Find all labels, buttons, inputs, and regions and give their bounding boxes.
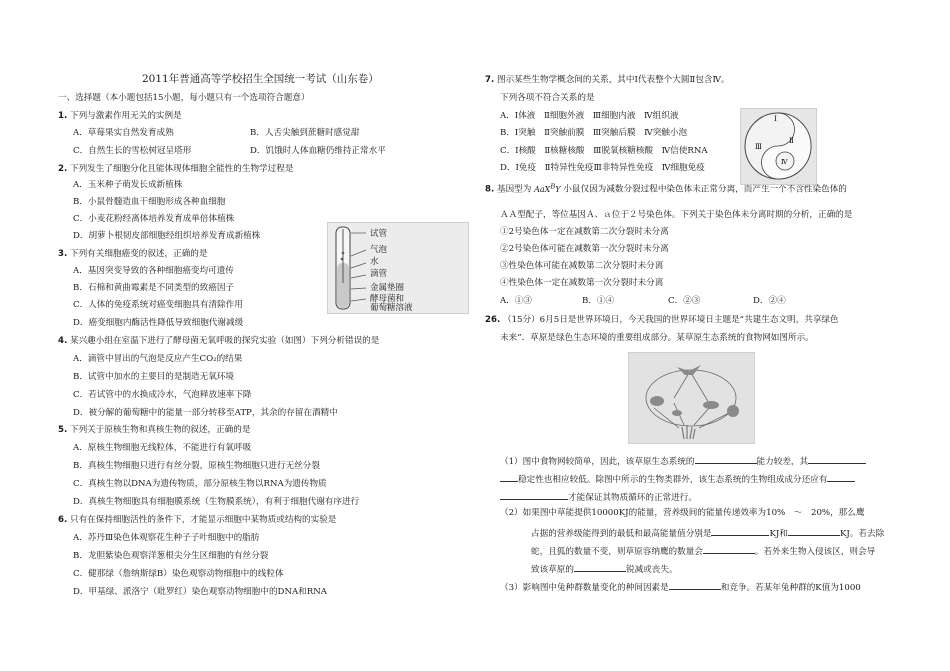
question-stem: 图示某些生物学概念间的关系，其中Ⅰ代表整个大圆Ⅱ包含Ⅳ。: [496, 75, 730, 85]
q4-option-d: D．被分解的葡萄糖中的能量一部分转移至ATP，其余的存留在酒精中: [73, 408, 338, 418]
answer-blank[interactable]: [827, 472, 855, 482]
q3-option-c: C．人体的免疫系统对癌变细胞具有清除作用: [73, 300, 243, 310]
q8-statement-3: ③性染色体可能在减数第二次分裂时未分离: [500, 261, 664, 271]
venn-label-i: Ⅰ: [774, 115, 777, 123]
label-washer: 金属垫圈: [370, 283, 405, 293]
rabbit-icon: [650, 396, 664, 406]
q7-option-b: B．Ⅰ突触 Ⅱ突触前膜 Ⅲ突触后膜 Ⅳ突触小泡: [500, 128, 688, 138]
q3-option-a: A．基因突变导致的各种细胞癌变均可遗传: [73, 266, 234, 276]
question-stem: 基因型为: [496, 184, 532, 195]
question-number: 7.: [485, 75, 495, 85]
question-stem: （15分）6月5日是世界环境日，今天我国的世界环境日主题是“共建生态文明，共享绿色: [502, 315, 839, 325]
text: KJ和: [769, 529, 788, 539]
label-dropper: 滴管: [370, 269, 388, 279]
question-5: [58, 425, 250, 436]
mouse-icon: [672, 410, 682, 416]
venn-label-ii: Ⅱ: [789, 137, 794, 145]
question-number: 2.: [58, 164, 68, 174]
genotype-base: AaX: [534, 184, 551, 194]
text: 。若外来生物入侵该区，则会导: [754, 547, 876, 557]
venn-figure: [740, 108, 817, 185]
label-tube: 试管: [370, 229, 388, 239]
q8-statement-4: ④性染色体一定在减数第一次分裂时未分离: [500, 278, 664, 288]
q26-part-3: [500, 580, 861, 594]
q7-option-a: A．Ⅰ体液 Ⅱ细胞外液 Ⅲ细胞内液 Ⅳ组织液: [500, 111, 679, 121]
answer-blank[interactable]: [500, 472, 518, 482]
q5-option-a: A．原核生物细胞无线粒体，不能进行有氧呼吸: [73, 443, 252, 453]
q1-option-a: A．草莓果实自然发育成熟: [73, 128, 174, 138]
q6-option-b: B．龙胆紫染色观察洋葱根尖分生区细胞的有丝分裂: [73, 551, 269, 561]
question-stem: 下列与激素作用无关的实例是: [69, 111, 182, 121]
text: 蛇，且狐的数量不变，则草原容纳鹰的数量会: [531, 547, 703, 557]
answer-blank[interactable]: [711, 526, 769, 536]
food-web-diagram: [629, 353, 754, 443]
question-number: 3.: [58, 249, 68, 259]
q5-option-c: C．真核生物以DNA为遗传物质，部分原核生物以RNA为遗传物质: [73, 479, 327, 489]
question-stem-2: 未来”．草原是绿色生态环境的重要组成部分。某草原生态系统的食物网如图所示。: [500, 333, 814, 343]
q4-option-b: B．试管中加水的主要目的是制造无氧环境: [73, 372, 235, 382]
question-26: [485, 315, 839, 326]
food-web-figure: [628, 352, 755, 444]
genotype: [534, 182, 561, 194]
q3-option-d: D．癌变细胞内酶活性降低导致细胞代谢减缓: [73, 318, 244, 328]
question-stem-2: 下列各项不符合关系的是: [500, 93, 595, 103]
q1-option-d: D．饥饿时人体血糖仍维持正常水平: [250, 146, 386, 156]
text: 锐减或丧失。: [625, 565, 678, 575]
q26-part-2: （2）如果图中草能提供10000KJ的能量，营养级间的能量传递效率为10% ～ 20%，那么鹰: [500, 508, 865, 518]
q5-option-b: B．真核生物细胞只进行有丝分裂，原核生物细胞只进行无丝分裂: [73, 461, 320, 471]
q5-option-d: D．真核生物细胞具有细胞膜系统（生物膜系统），有利于细胞代谢有序进行: [73, 497, 360, 507]
question-number: 26.: [485, 315, 501, 325]
section-heading: 一、选择题（本小题包括15小题，每小题只有一个选项符合题意）: [58, 93, 310, 103]
q8-statement-2: ②2号染色体可能在减数第一次分裂时未分离: [500, 244, 669, 254]
q6-option-d: D．甲基绿、派洛宁（吡罗红）染色观察动物细胞中的DNA和RNA: [73, 587, 327, 597]
venn-label-iii: Ⅲ: [755, 143, 762, 151]
q6-option-c: C．健那绿（詹纳斯绿B）染色观察动物细胞中的线粒体: [73, 569, 284, 579]
question-stem-cont: 小鼠仅因为减数分裂过程中染色体未正常分离，而产生一个不含性染色体的: [563, 184, 847, 195]
q1-option-b: B．人舌尖触到蔗糖时感觉甜: [250, 128, 360, 138]
text: （3）影响图中兔种群数量变化的种间因素是: [500, 583, 669, 593]
question-6: [58, 515, 336, 526]
fox-icon: [703, 401, 719, 409]
q26-part-1-cont: [500, 472, 855, 486]
venn-diagram: [741, 109, 816, 184]
text: 和竞争。若某年兔种群的K值为1000: [720, 583, 861, 593]
answer-blank[interactable]: [669, 580, 721, 590]
snake-icon: [727, 405, 739, 417]
question-7: [485, 75, 730, 86]
question-4: [58, 336, 379, 347]
answer-blank[interactable]: [695, 454, 757, 464]
question-3: [58, 249, 208, 260]
question-stem: 下列发生了细胞分化且能体现体细胞全能性的生物学过程是: [69, 164, 294, 174]
question-stem: 只有在保持细胞活性的条件下，才能显示细胞中某物质或结构的实验是: [69, 515, 337, 525]
venn-label-iv: Ⅳ: [781, 158, 788, 166]
q6-option-a: A．苏丹Ⅲ染色体观察花生种子子叶细胞中的脂肪: [73, 533, 260, 543]
q7-option-c: C．Ⅰ核酸 Ⅱ核糖核酸 Ⅲ脱氧核糖核酸 Ⅳ信使RNA: [500, 146, 708, 156]
q26-part-2-cont3: [531, 562, 678, 576]
q8-option-b: B．①④: [582, 296, 615, 306]
q26-part-2-cont2: [531, 544, 875, 558]
q2-option-a: A．玉米种子萌发长成新植株: [73, 180, 183, 190]
question-stem: 某兴趣小组在室温下进行了酵母菌无氧呼吸的探究实验（如图）下列分析错误的是: [69, 336, 380, 346]
text: 才能保证其物质循环的正常进行。: [568, 493, 697, 503]
q4-option-c: C．若试管中的水换成冷水，气泡释放速率下降: [73, 390, 252, 400]
q26-part-1-cont2: [500, 490, 697, 504]
q8-option-d: D．②④: [753, 296, 786, 306]
text: （1）图中食物网较简单，因此，该草原生态系统的: [500, 457, 695, 467]
q2-option-c: C．小麦花粉经离体培养发育成单倍体植株: [73, 214, 235, 224]
q26-part-1: [500, 454, 866, 468]
answer-blank[interactable]: [500, 490, 568, 500]
q2-option-b: B．小鼠骨髓造血干细胞形成各种血细胞: [73, 197, 226, 207]
answer-blank[interactable]: [574, 562, 626, 572]
text: 能力较差，其: [756, 457, 809, 467]
answer-blank[interactable]: [703, 544, 755, 554]
q8-option-a: A．①③: [500, 296, 532, 306]
text: KJ。若去除: [839, 529, 885, 539]
q2-option-d: D．胡萝卜根韧皮部细胞经组织培养发育成新植株: [73, 231, 261, 241]
question-number: 5.: [58, 425, 68, 435]
q1-option-c: C．自然生长的雪松树冠呈塔形: [73, 146, 192, 156]
question-number: 4.: [58, 336, 68, 346]
label-water: 水: [370, 257, 379, 267]
answer-blank[interactable]: [788, 526, 840, 536]
grass-icon: [682, 425, 695, 439]
question-stem-2: ＡＡ型配子，等位基因Ａ、ａ位于２号染色体。下列关于染色体未分离时期的分析，正确的是: [500, 210, 853, 220]
page-title: 2011年普通高等学校招生全国统一考试（山东卷）: [142, 73, 379, 85]
question-1: [58, 111, 182, 122]
test-tube-figure: [327, 222, 469, 314]
text: 稳定性也相应较低。除图中所示的生物类群外，该生态系统的生物组成成分还应有: [518, 475, 828, 485]
q7-option-d: D．Ⅰ免疫 Ⅱ特异性免疫Ⅲ非特异性免疫 Ⅳ细胞免疫: [500, 163, 705, 173]
label-bubble: 气泡: [370, 245, 388, 255]
q4-option-a: A．滴管中冒出的气泡是反应产生CO₂的结果: [73, 354, 243, 364]
question-2: [58, 164, 293, 175]
text: 致该草原的: [531, 565, 574, 575]
label-yeast: 酵母菌和: [370, 294, 405, 304]
question-number: 1.: [58, 111, 68, 121]
q3-option-b: B．石棉和黄曲霉素是不同类型的致癌因子: [73, 283, 235, 293]
question-stem: 下列关于原核生物和真核生物的叙述，正确的是: [69, 425, 251, 435]
question-stem: 下列有关细胞癌变的叙述，正确的是: [69, 249, 208, 259]
genotype-sup: B: [550, 182, 556, 190]
question-number: 6.: [58, 515, 68, 525]
genotype-y: Y: [555, 184, 561, 194]
label-glucose: 葡萄糖溶液: [370, 303, 413, 313]
text: 占据的营养级能得到的最低和最高能量值分别是: [531, 529, 712, 539]
answer-blank[interactable]: [808, 454, 866, 464]
q8-option-c: C．②③: [668, 296, 701, 306]
q26-part-2-cont: [531, 526, 884, 540]
q8-statement-1: ①2号染色体一定在减数第二次分裂时未分离: [500, 227, 669, 237]
question-number: 8.: [485, 184, 495, 195]
